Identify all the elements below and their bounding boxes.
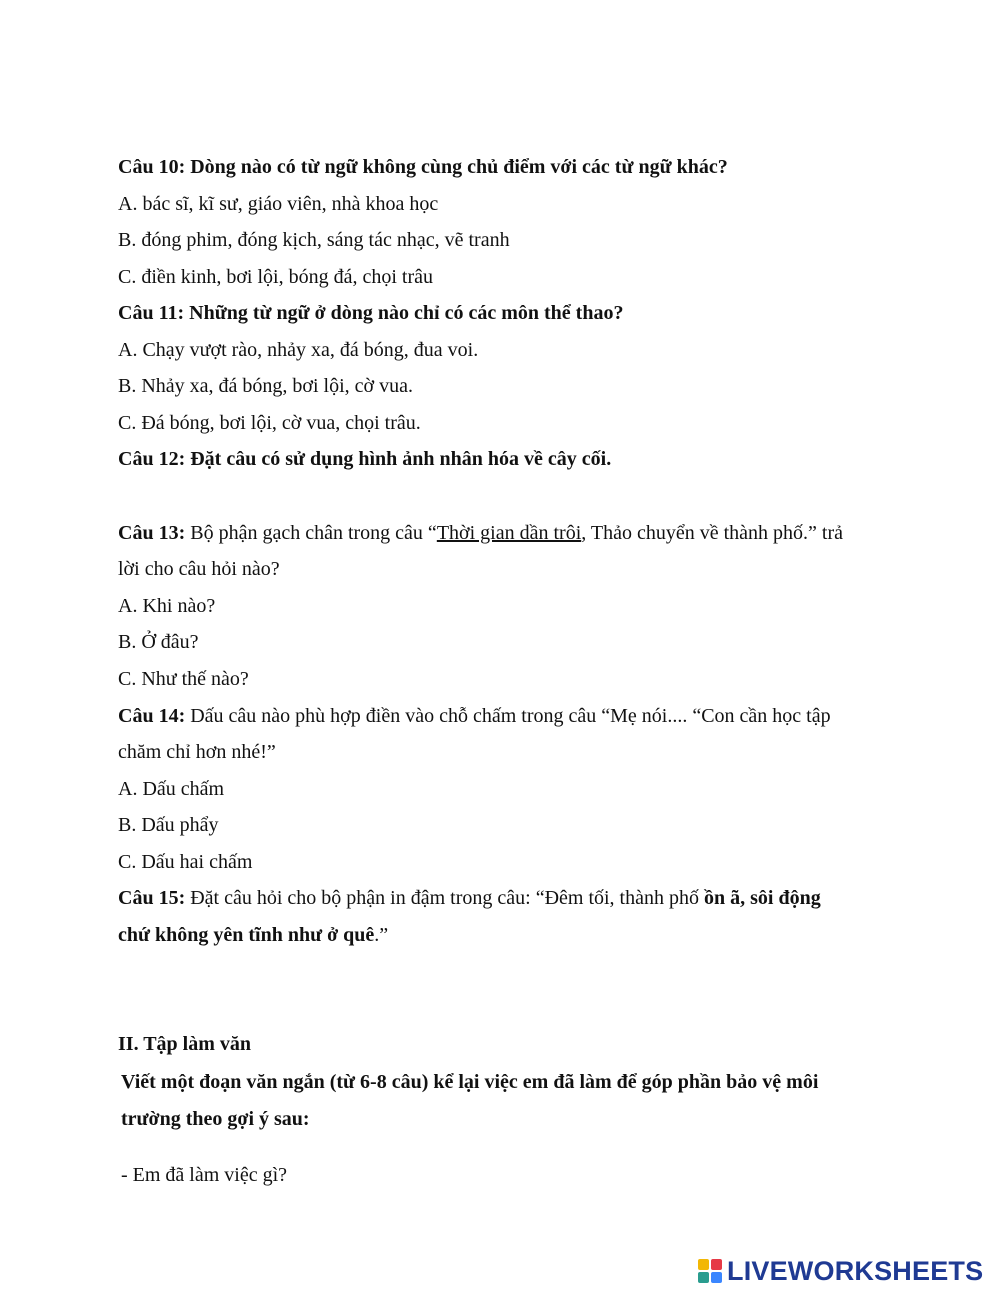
question-14-label: Câu 14: [118,705,186,727]
writing-prompt-line-1: Viết một đoạn văn ngắn (từ 6-8 câu) kể lại việc em đã làm để góp phần bảo vệ môi [121,1071,819,1093]
question-13-option-a: A. Khi nào? [118,595,216,617]
question-10-option-b: B. đóng phim, đóng kịch, sáng tác nhạc, vẽ tranh [118,229,510,251]
question-15-label: Câu 15: [118,887,186,909]
question-14-option-c: C. Dấu hai chấm [118,851,253,873]
question-14-option-b: B. Dấu phẩy [118,814,219,836]
question-11-option-c: C. Đá bóng, bơi lội, cờ vua, chọi trâu. [118,412,421,434]
question-15-line-2 [118,922,888,948]
question-13-label: Câu 13: [118,522,186,544]
question-13-option-c: C. Như thế nào? [118,668,249,690]
question-15-end: .” [374,924,389,946]
question-15-bold-part-1: ồn ã, sôi động [704,887,821,909]
question-15-bold-part-2: chứ không yên tĩnh như ở quê [118,924,375,946]
question-10-option-a: A. bác sĩ, kĩ sư, giáo viên, nhà khoa học [118,193,439,215]
question-13-line-2: lời cho câu hỏi nào? [118,558,280,580]
question-13-option-b: B. Ở đâu? [118,631,199,653]
question-11-option-b: B. Nhảy xa, đá bóng, bơi lội, cờ vua. [118,375,413,397]
question-11-title: Câu 11: Những từ ngữ ở dòng nào chỉ có các môn thể thao? [118,302,624,324]
question-10-option-c: C. điền kinh, bơi lội, bóng đá, chọi trâu [118,266,433,288]
writing-prompt-line-2: trường theo gợi ý sau: [121,1108,310,1130]
question-13-text-end: , Thảo chuyển về thành phố.” trả [581,522,844,544]
question-14-line-2: chăm chỉ hơn nhé!” [118,741,276,763]
question-15-text: Đặt câu hỏi cho bộ phận in đậm trong câu: “Đêm tối, thành phố [185,887,704,909]
question-14-option-a: A. Dấu chấm [118,778,225,800]
writing-hint-1: - Em đã làm việc gì? [121,1164,288,1186]
section-2-title: II. Tập làm văn [118,1033,252,1055]
question-13-underlined-phrase: Thời gian dần trôi [436,522,582,544]
question-14-text: Dấu câu nào phù hợp điền vào chỗ chấm trong câu “Mẹ nói.... “Con cần học tập [185,705,831,727]
question-13-text-start: Bộ phận gạch chân trong câu “ [185,522,437,544]
question-13-line-1 [118,520,888,546]
watermark-text: LIVEWORKSHEETS [727,1255,984,1286]
liveworksheets-watermark [697,1256,983,1286]
question-15-line-1 [118,885,888,911]
liveworksheets-logo-icon [697,1258,723,1284]
question-11-option-a: A. Chạy vượt rào, nhảy xa, đá bóng, đua voi. [118,339,479,361]
question-10-title: Câu 10: Dòng nào có từ ngữ không cùng chủ điểm với các từ ngữ khác? [118,156,728,178]
question-14-line-1 [118,703,888,729]
question-12-title: Câu 12: Đặt câu có sử dụng hình ảnh nhân hóa về cây cối. [118,448,612,470]
